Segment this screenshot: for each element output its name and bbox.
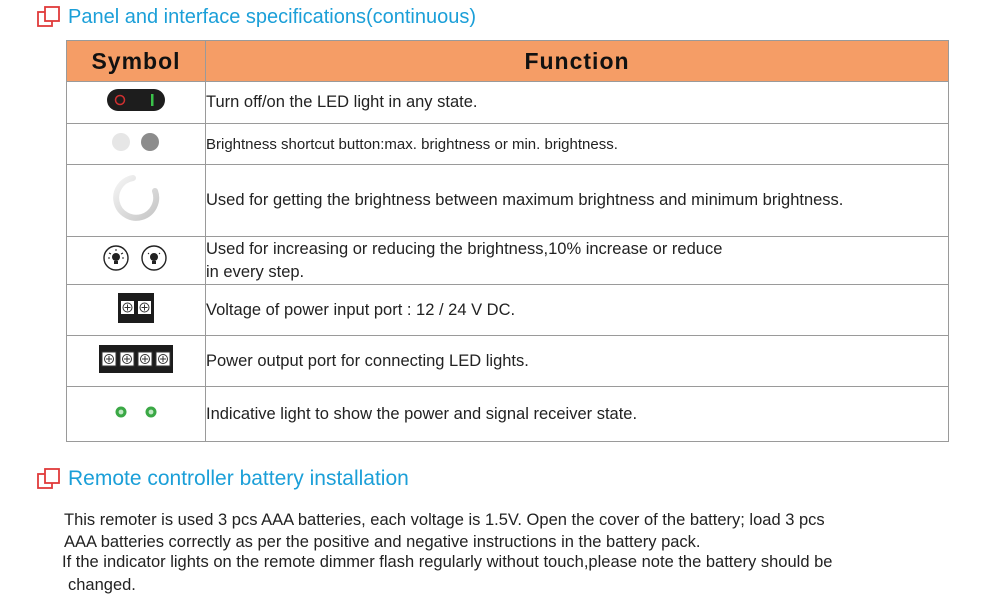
indicator-lights-icon xyxy=(110,403,162,421)
section-title: Panel and interface specifications(continuous) xyxy=(68,5,477,28)
two-pin-terminal-icon xyxy=(117,292,155,324)
section-title: Remote controller battery installation xyxy=(68,467,409,490)
paragraph-line: This remoter is used 3 pcs AAA batteries, each voltage is 1.5V. Open the cover of the battery; load 3 pcs xyxy=(64,511,825,529)
function-cell: Power output port for connecting LED lights. xyxy=(206,336,949,387)
table-row xyxy=(67,387,949,442)
column-header-function: Function xyxy=(206,41,949,82)
table-row xyxy=(67,237,949,285)
paragraph-line: AAA batteries correctly as per the positive and negative instructions in the battery pack. xyxy=(64,533,701,551)
function-cell: Indicative light to show the power and signal receiver state. xyxy=(206,387,949,442)
section-heading-battery xyxy=(36,467,409,491)
function-cell: Turn off/on the LED light in any state. xyxy=(206,82,949,124)
paragraph-line: If the indicator lights on the remote dimmer flash regularly without touch,please note the battery should be xyxy=(62,553,833,571)
function-cell xyxy=(206,237,949,285)
table-row xyxy=(67,165,949,237)
function-cell: Voltage of power input port : 12 / 24 V DC. xyxy=(206,285,949,336)
section-marker-icon xyxy=(36,467,62,491)
four-pin-terminal-icon xyxy=(98,344,174,374)
power-toggle-switch-icon xyxy=(106,87,166,113)
section-heading-panel xyxy=(36,5,476,29)
function-line: in every step. xyxy=(206,262,305,281)
function-cell: Used for getting the brightness between maximum brightness and minimum brightness. xyxy=(206,165,949,237)
paragraph-line: changed. xyxy=(68,576,136,594)
function-line: Used for increasing or reducing the brightness,10% increase or reduce xyxy=(206,239,723,258)
touch-ring-icon xyxy=(111,173,161,223)
brightness-shortcut-buttons-icon xyxy=(108,131,164,153)
spec-table xyxy=(66,40,949,442)
table-header-row xyxy=(67,41,949,82)
table-row xyxy=(67,82,949,124)
table-row xyxy=(67,285,949,336)
battery-instructions xyxy=(64,509,964,598)
table-row xyxy=(67,124,949,165)
function-cell: Brightness shortcut button:max. brightness or min. brightness. xyxy=(206,124,949,165)
table-row xyxy=(67,336,949,387)
section-marker-icon xyxy=(36,5,62,29)
column-header-symbol: Symbol xyxy=(67,41,206,82)
brightness-plus-minus-icon xyxy=(101,244,171,272)
